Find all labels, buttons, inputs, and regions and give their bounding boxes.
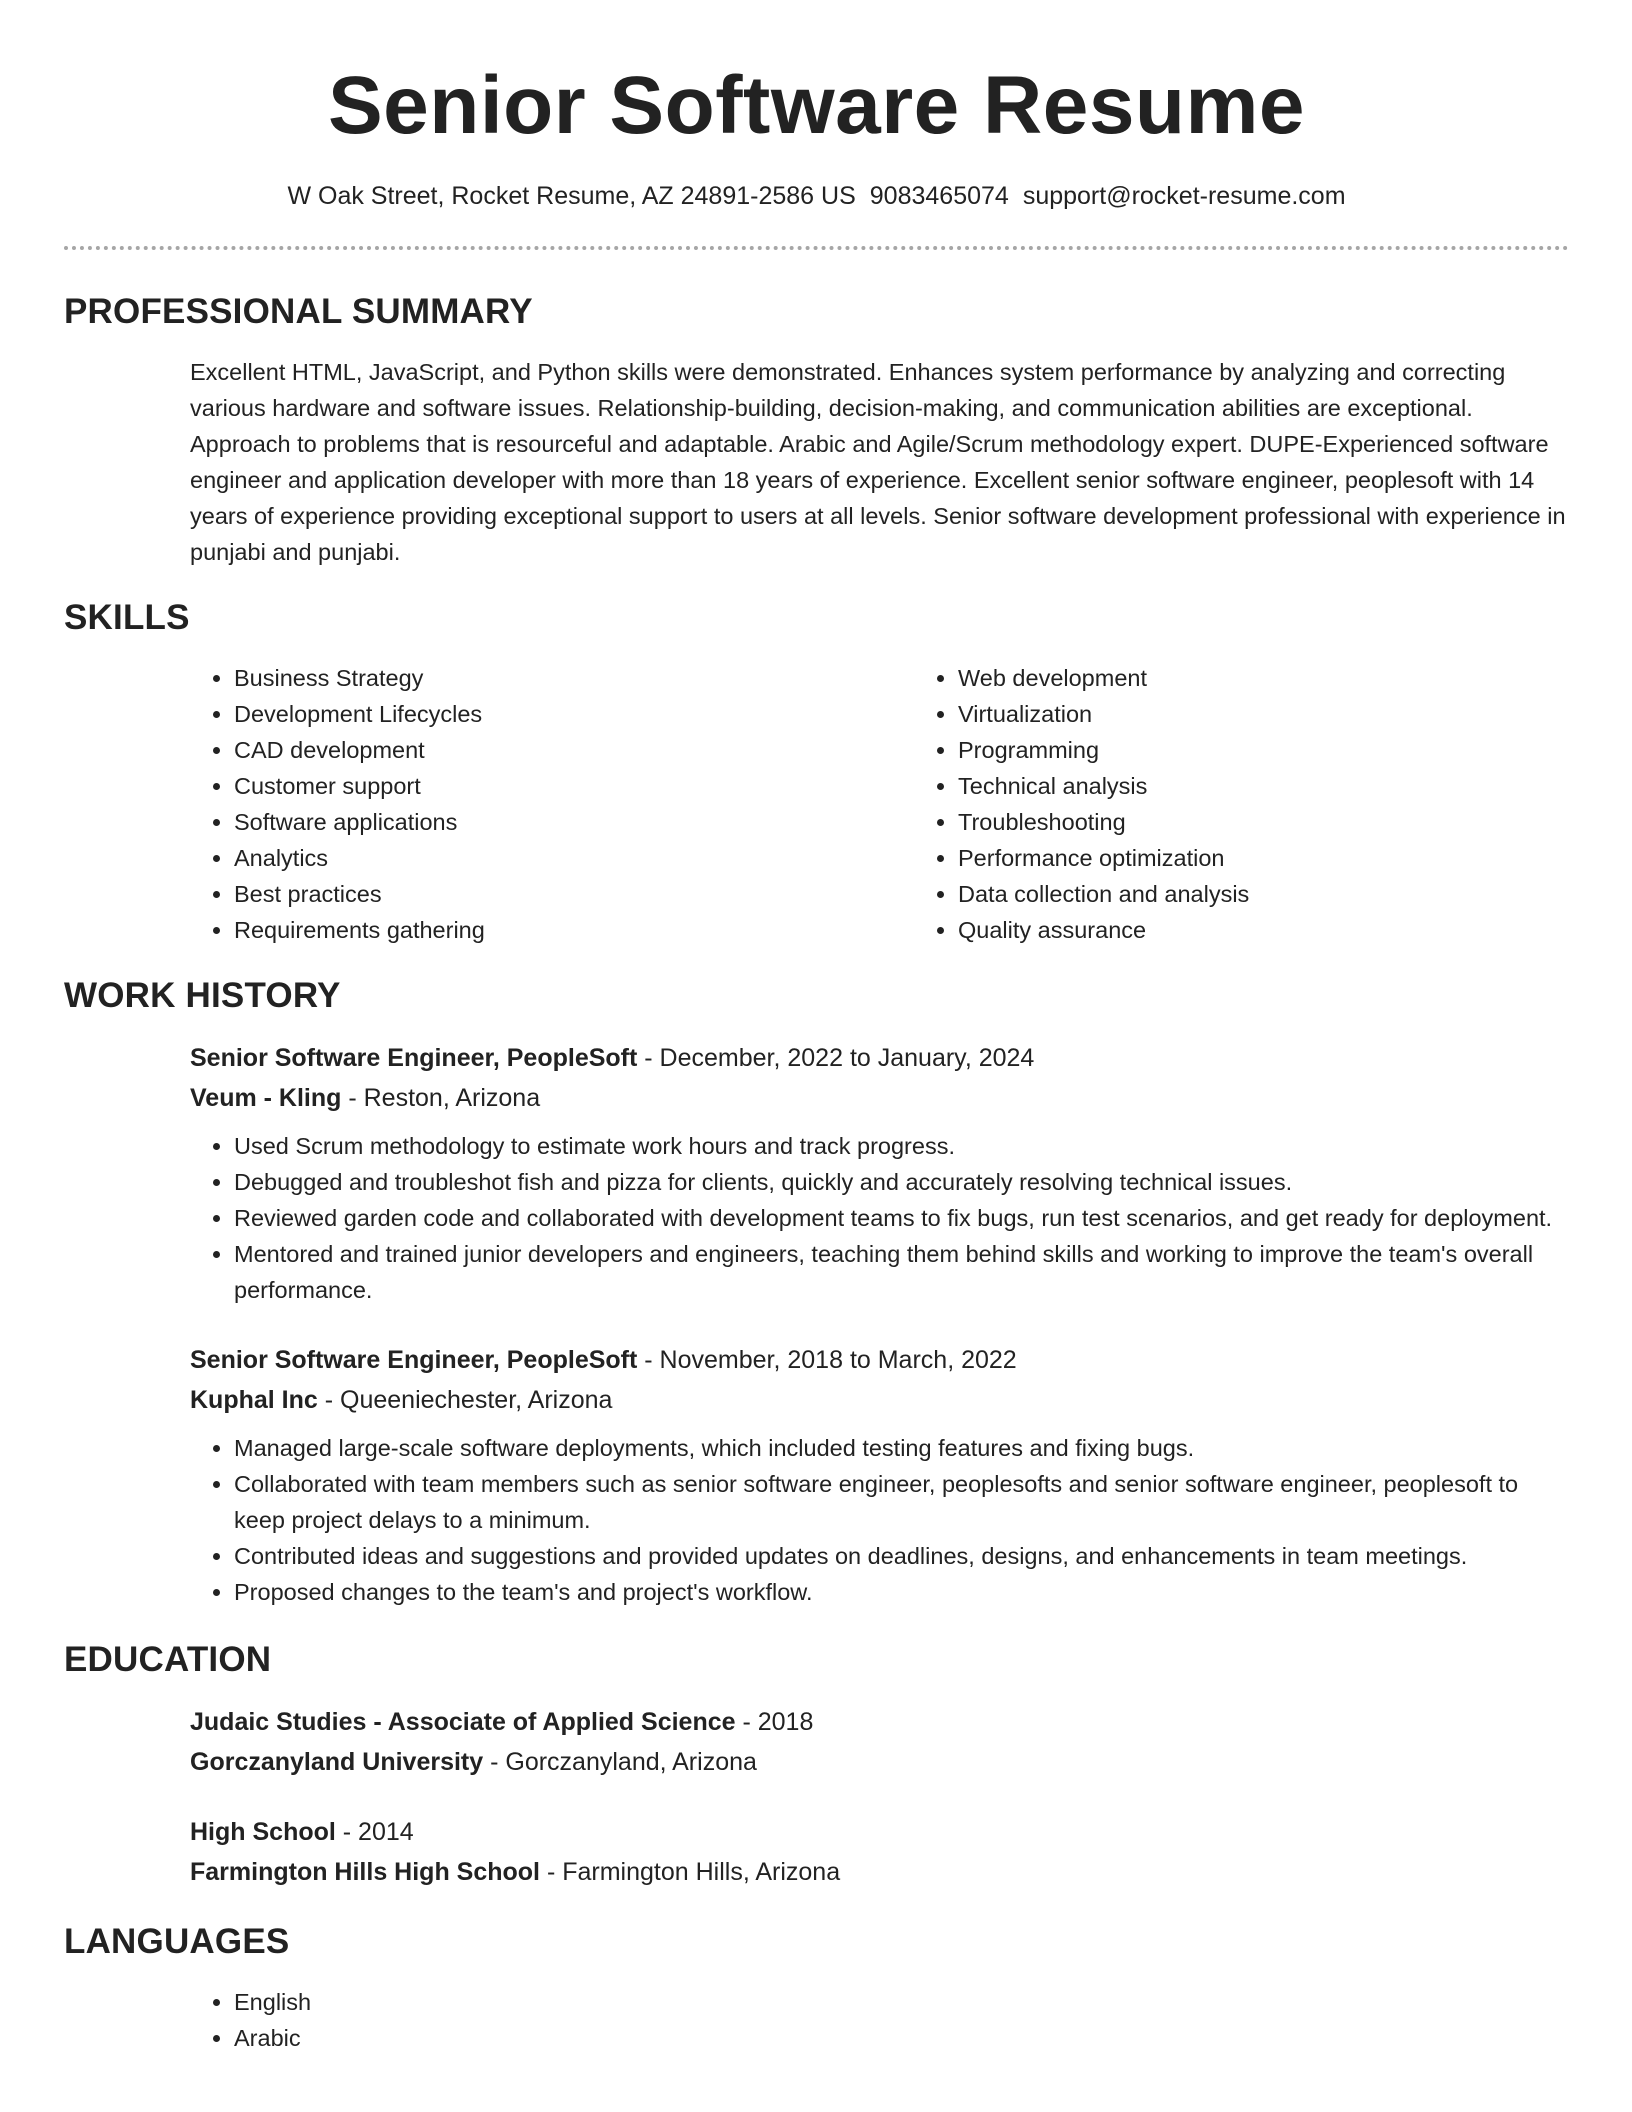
education-school: Farmington Hills High School [190, 1858, 540, 1886]
job-title-line [190, 1340, 1569, 1380]
job-bullet: • Managed large-scale software deployments, which included testing features and fixing bugs. [234, 1430, 1569, 1466]
section-work-history [64, 976, 1569, 1610]
contact-address: W Oak Street, Rocket Resume, AZ 24891-2586 US [287, 182, 856, 210]
section-title-work: WORK HISTORY [64, 976, 341, 1015]
section-education [64, 1640, 1569, 1892]
job-location: - Reston, Arizona [341, 1084, 541, 1112]
skill-item: • Troubleshooting [958, 804, 1632, 840]
language-item: • Arabic [234, 2020, 1569, 2056]
job-bullet: • Reviewed garden code and collaborated with development teams to fix bugs, run test scenarios, and get ready for deployment. [234, 1200, 1569, 1236]
skill-item: • Business Strategy [234, 660, 914, 696]
skill-item: • Analytics [234, 840, 914, 876]
education-school: Gorczanyland University [190, 1748, 484, 1776]
job-position: Senior Software Engineer, PeopleSoft [190, 1044, 638, 1072]
job-company-line [190, 1078, 1569, 1118]
languages-body [64, 1984, 1569, 2056]
skill-item: • CAD development [234, 732, 914, 768]
education-degree-line [190, 1812, 1569, 1852]
job-company-line [190, 1380, 1569, 1420]
job-bullets [190, 1128, 1569, 1308]
section-title-skills: SKILLS [64, 598, 190, 637]
header-divider [64, 246, 1569, 250]
contact-email: support@rocket-resume.com [1022, 182, 1346, 210]
job-company: Kuphal Inc [190, 1386, 318, 1414]
education-location: - Gorczanyland, Arizona [483, 1748, 757, 1776]
job-bullet: • Proposed changes to the team's and project's workflow. [234, 1574, 1569, 1610]
skill-item: • Software applications [234, 804, 914, 840]
language-item: • English [234, 1984, 1569, 2020]
languages-list [190, 1984, 1569, 2056]
job-bullet: • Collaborated with team members such as senior software engineer, peoplesofts and senior software engineer, peoplesoft to keep project delays to a minimum. [234, 1466, 1569, 1538]
contact-line [64, 180, 1569, 212]
resume-title: Senior Software Resume [327, 60, 1306, 151]
summary-text: Excellent HTML, JavaScript, and Python skills were demonstrated. Enhances system performance by analyzing and correcting various hardware and software issues. Relationship-building, decision-making, and communication abilities are exceptional. Approach to problems that is resourceful and adaptable. Arabic and Agile/Scrum methodology expert. DUPE-Experienced software engineer and application developer with more than 18 years of experience. Excellent senior software engineer, peoplesoft with 14 years of experience providing exceptional support to users at all levels. Senior software development professional with experience in punjabi and punjabi. [190, 359, 1566, 565]
skill-item: • Technical analysis [958, 768, 1632, 804]
skill-item: • Development Lifecycles [234, 696, 914, 732]
education-entry [190, 1702, 1569, 1782]
education-school-line [190, 1852, 1569, 1892]
education-degree: Judaic Studies - Associate of Applied Science [190, 1708, 736, 1736]
resume-header [64, 0, 1569, 250]
education-entry [190, 1812, 1569, 1892]
contact-phone: 9083465074 [869, 182, 1009, 210]
education-degree: High School [190, 1818, 336, 1846]
skill-item: • Web development [958, 660, 1632, 696]
summary-body [64, 354, 1569, 570]
job-bullet: • Used Scrum methodology to estimate work hours and track progress. [234, 1128, 1569, 1164]
skill-item: • Quality assurance [958, 912, 1632, 948]
job-dates: - November, 2018 to March, 2022 [637, 1346, 1017, 1374]
education-year: - 2018 [735, 1708, 814, 1736]
job-company: Veum - Kling [190, 1084, 342, 1112]
skills-columns [64, 660, 1569, 948]
skill-item: • Requirements gathering [234, 912, 914, 948]
skill-item: • Performance optimization [958, 840, 1632, 876]
job-bullet: • Contributed ideas and suggestions and provided updates on deadlines, designs, and enhancements in team meetings. [234, 1538, 1569, 1574]
work-body [64, 1038, 1569, 1610]
skill-item: • Data collection and analysis [958, 876, 1632, 912]
section-title-education: EDUCATION [64, 1640, 272, 1679]
job-bullets [190, 1430, 1569, 1610]
education-location: - Farmington Hills, Arizona [540, 1858, 841, 1886]
job-entry [190, 1038, 1569, 1308]
section-languages [64, 1922, 1569, 2056]
education-school-line [190, 1742, 1569, 1782]
education-body [64, 1702, 1569, 1892]
job-location: - Queeniechester, Arizona [317, 1386, 613, 1414]
job-title-line [190, 1038, 1569, 1078]
skill-item: • Virtualization [958, 696, 1632, 732]
section-title-languages: LANGUAGES [64, 1922, 290, 1961]
skills-list-left [190, 660, 914, 948]
job-bullet: • Debugged and troubleshot fish and pizza for clients, quickly and accurately resolving technical issues. [234, 1164, 1569, 1200]
skill-item: • Customer support [234, 768, 914, 804]
section-skills [64, 598, 1569, 948]
section-professional-summary [64, 292, 1569, 570]
section-title-summary: PROFESSIONAL SUMMARY [64, 292, 533, 331]
skill-item: • Best practices [234, 876, 914, 912]
skill-item: • Programming [958, 732, 1632, 768]
education-degree-line [190, 1702, 1569, 1742]
job-dates: - December, 2022 to January, 2024 [637, 1044, 1035, 1072]
job-bullet: • Mentored and trained junior developers and engineers, teaching them behind skills and working to improve the team's overall performance. [234, 1236, 1569, 1308]
job-position: Senior Software Engineer, PeopleSoft [190, 1346, 638, 1374]
job-entry [190, 1340, 1569, 1610]
skills-list-right [914, 660, 1632, 948]
education-year: - 2014 [335, 1818, 414, 1846]
